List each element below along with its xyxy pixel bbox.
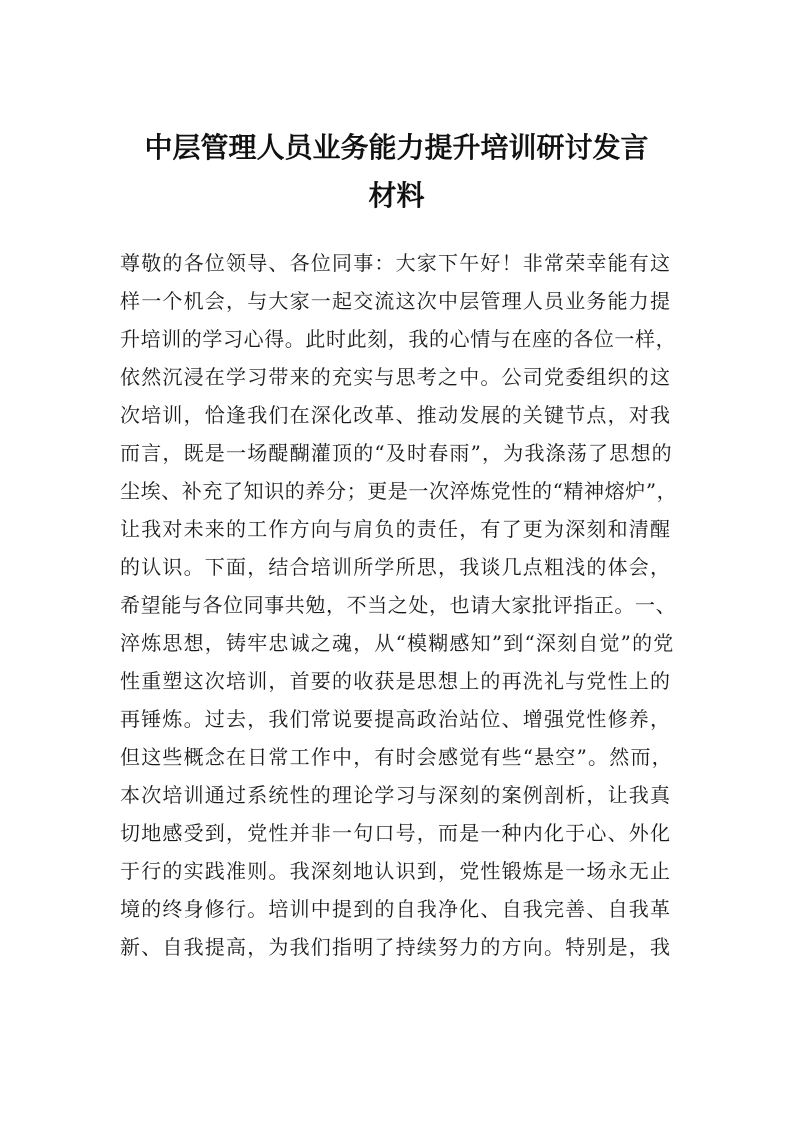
body-line: 尘埃、补充了知识的养分；更是一次淬炼党性的“精神熔炉”，	[120, 479, 678, 503]
body-line: 境的终身修行。培训中提到的自我净化、自我完善、自我革	[120, 897, 672, 921]
body-line: 新、自我提高，为我们指明了持续努力的方向。特别是，我	[120, 935, 672, 959]
body-line: 希望能与各位同事共勉，不当之处，也请大家批评指正。一、	[120, 593, 677, 617]
body-line: 于行的实践准则。我深刻地认识到，党性锻炼是一场永无止	[120, 859, 672, 883]
body-line: 样一个机会，与大家一起交流这次中层管理人员业务能力提	[120, 289, 672, 313]
body-line: 本次培训通过系统性的理论学习与深刻的案例剖析，让我真	[120, 783, 672, 807]
body-line: 尊敬的各位领导、各位同事：大家下午好！非常荣幸能有这	[120, 251, 672, 275]
body-line: 淬炼思想，铸牢忠诚之魂，从“模糊感知”到“深刻自觉”的党	[120, 631, 675, 655]
body-line: 升培训的学习心得。此时此刻，我的心情与在座的各位一样，	[120, 327, 677, 351]
document-title-line-2: 材料	[368, 179, 425, 212]
body-line: 依然沉浸在学习带来的充实与思考之中。公司党委组织的这	[120, 365, 672, 389]
body-line: 切地感受到，党性并非一句口号，而是一种内化于心、外化	[120, 821, 672, 845]
body-line: 让我对未来的工作方向与肩负的责任，有了更为深刻和清醒	[120, 517, 672, 541]
body-line: 性重塑这次培训，首要的收获是思想上的再洗礼与党性上的	[120, 669, 672, 693]
body-line: 而言，既是一场醍醐灌顶的“及时春雨”，为我涤荡了思想的	[120, 441, 673, 465]
document-title-line-1: 中层管理人员业务能力提升培训研讨发言	[144, 131, 649, 164]
body-line: 再锤炼。过去，我们常说要提高政治站位、增强党性修养，	[120, 707, 672, 731]
body-line: 但这些概念在日常工作中，有时会感觉有些“悬空”。然而，	[120, 745, 673, 769]
body-line: 次培训，恰逢我们在深化改革、推动发展的关键节点，对我	[120, 403, 672, 427]
body-line: 的认识。下面，结合培训所学所思，我谈几点粗浅的体会，	[120, 555, 672, 579]
